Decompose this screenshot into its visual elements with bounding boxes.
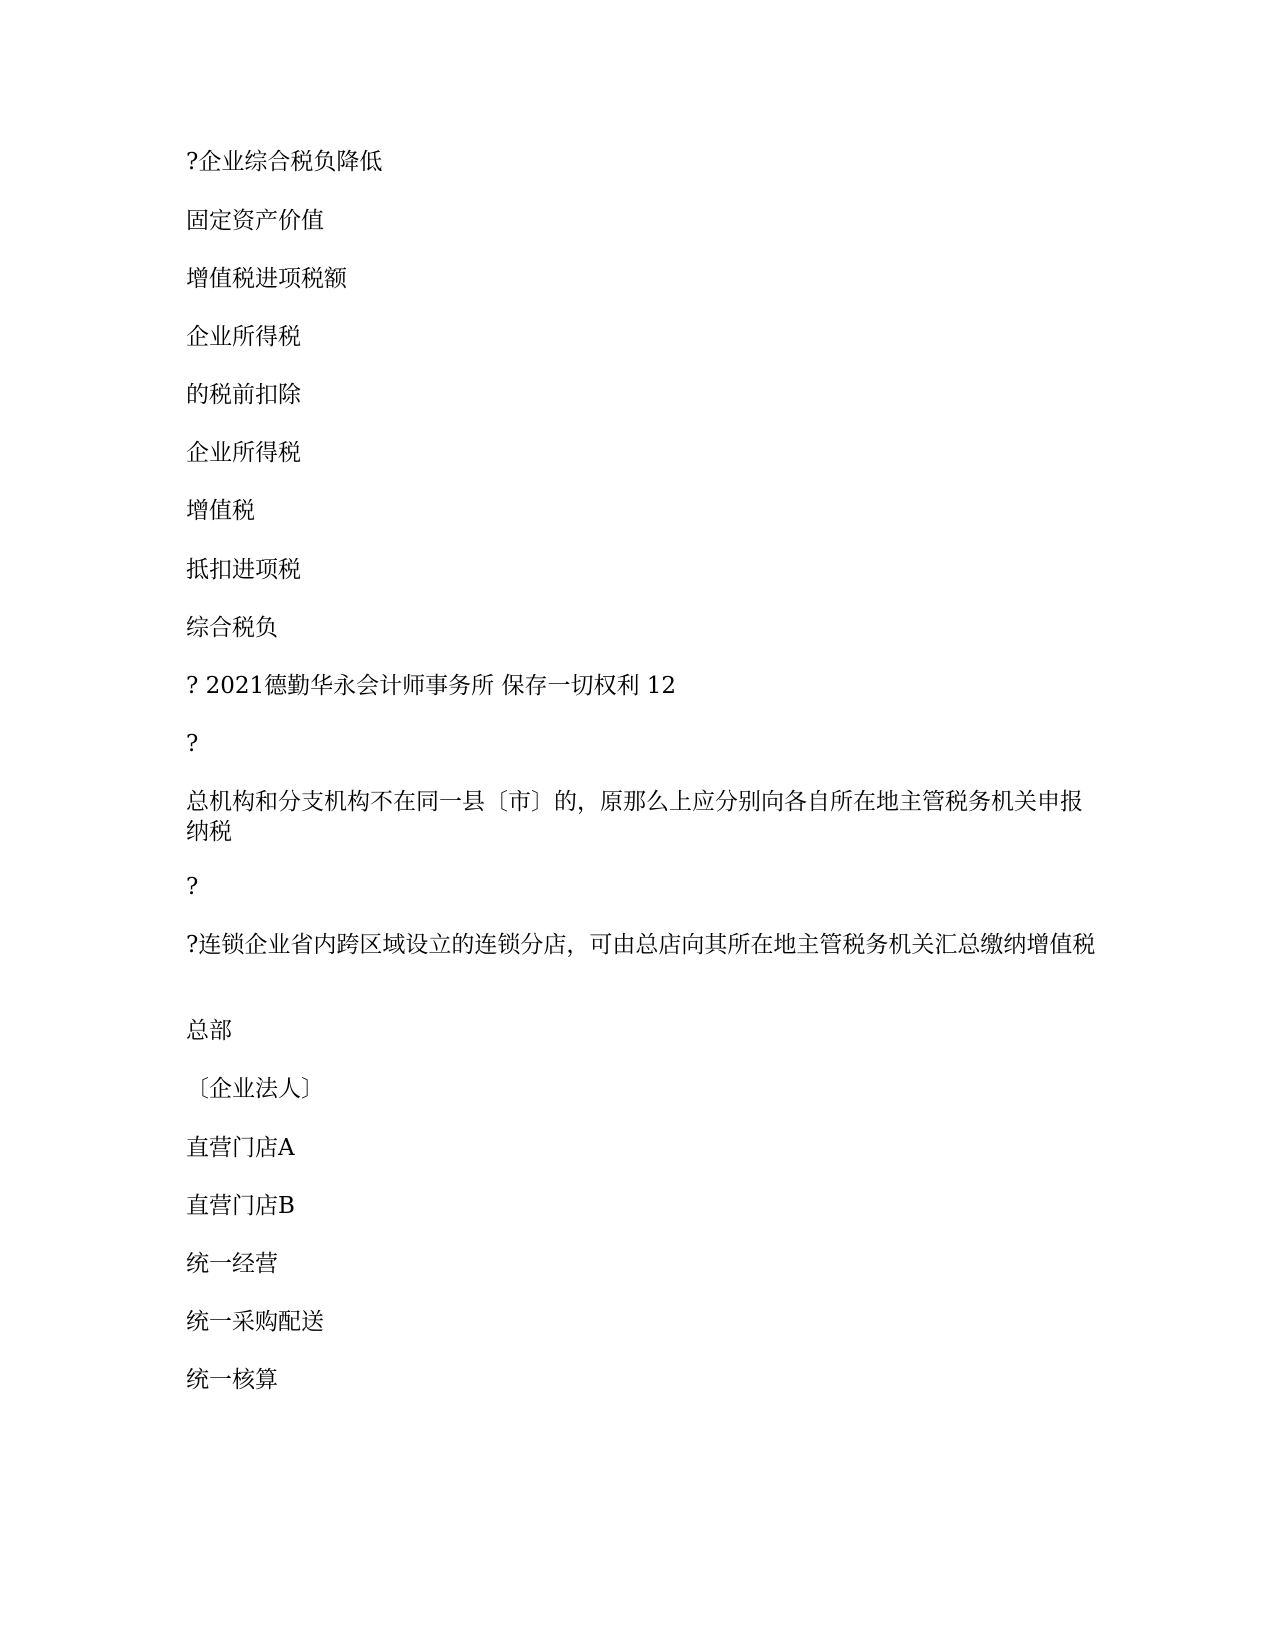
text-line-legal-entity: 〔企业法人〕 xyxy=(186,1076,324,1102)
text-line-unified-procurement: 统一采购配送 xyxy=(186,1309,324,1335)
text-line-store-b: 直营门店B xyxy=(186,1193,295,1219)
text-line-store-a: 直营门店A xyxy=(186,1135,295,1161)
paragraph-chain-stores: ?连锁企业省内跨区域设立的连锁分店，可由总店向其所在地主管税务机关汇总缴纳增值税 xyxy=(186,932,1096,958)
text-line-headquarters: 总部 xyxy=(186,1018,232,1044)
text-line-7: 增值税 xyxy=(186,498,255,524)
text-line-4: 企业所得税 xyxy=(186,324,301,350)
paragraph-head-branch: 总机构和分支机构不在同一县〔市〕的，原那么上应分别向各自所在地主管税务机关申报纳税 xyxy=(186,789,1083,845)
text-line-9: 综合税负 xyxy=(186,615,278,641)
text-line-1: ?企业综合税负降低 xyxy=(186,149,383,175)
copyright-line: ? 2021德勤华永会计师事务所 保存一切权利 12 xyxy=(186,673,677,699)
question-mark-2: ? xyxy=(186,874,199,900)
text-line-8: 抵扣进项税 xyxy=(186,557,301,583)
text-line-5: 的税前扣除 xyxy=(186,382,301,408)
text-line-2: 固定资产价值 xyxy=(186,208,324,234)
text-line-3: 增值税进项税额 xyxy=(186,266,347,292)
text-line-unified-accounting: 统一核算 xyxy=(186,1367,278,1393)
question-mark-1: ? xyxy=(186,731,199,757)
text-line-unified-operation: 统一经营 xyxy=(186,1251,278,1277)
text-line-6: 企业所得税 xyxy=(186,440,301,466)
